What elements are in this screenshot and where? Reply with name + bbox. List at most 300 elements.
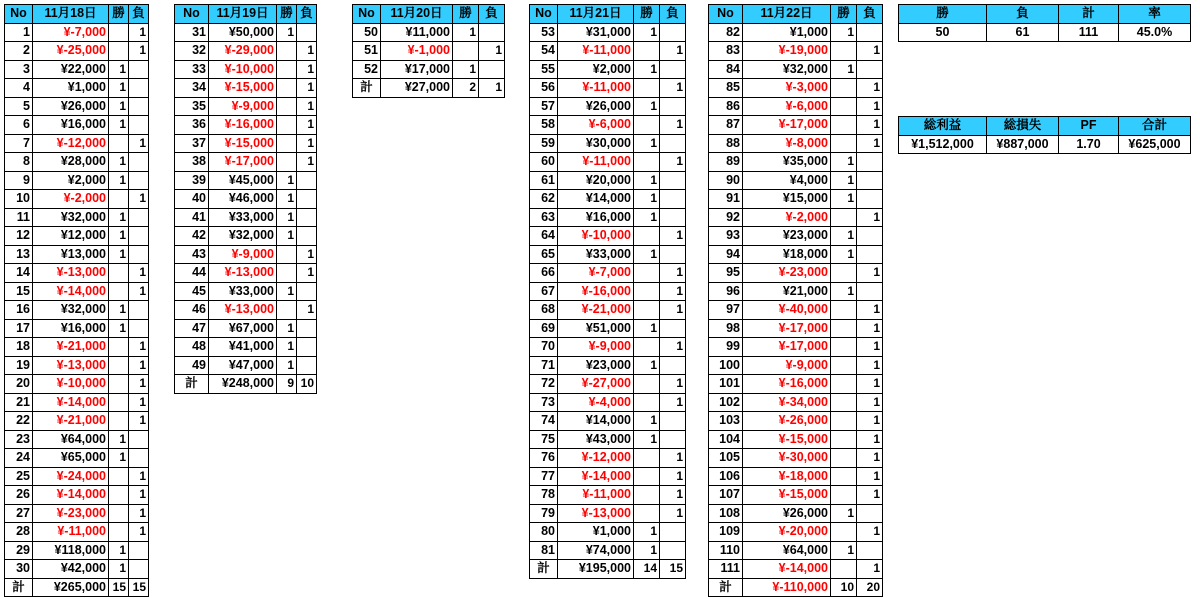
win-cell[interactable]: 1 xyxy=(277,319,297,338)
loss-cell[interactable]: 1 xyxy=(297,116,317,135)
loss-cell[interactable]: 1 xyxy=(857,356,883,375)
loss-cell[interactable] xyxy=(660,23,686,42)
amount-cell[interactable]: ¥-20,000 xyxy=(743,523,831,542)
trade-number-cell[interactable]: 37 xyxy=(175,134,209,153)
loss-cell[interactable]: 1 xyxy=(297,301,317,320)
trade-number-cell[interactable]: 75 xyxy=(530,430,558,449)
loss-cell[interactable] xyxy=(129,116,149,135)
trade-number-cell[interactable]: 71 xyxy=(530,356,558,375)
amount-cell[interactable]: ¥-9,000 xyxy=(558,338,634,357)
trade-number-cell[interactable]: 29 xyxy=(5,541,33,560)
trade-number-cell[interactable]: 99 xyxy=(709,338,743,357)
win-cell[interactable] xyxy=(634,486,660,505)
amount-cell[interactable]: ¥-14,000 xyxy=(33,393,109,412)
win-cell[interactable] xyxy=(831,449,857,468)
win-cell[interactable] xyxy=(109,523,129,542)
amount-cell[interactable]: ¥-16,000 xyxy=(558,282,634,301)
loss-cell[interactable] xyxy=(660,190,686,209)
trade-number-cell[interactable]: 106 xyxy=(709,467,743,486)
win-cell[interactable]: 1 xyxy=(634,523,660,542)
trade-number-cell[interactable]: 52 xyxy=(353,60,381,79)
loss-cell[interactable]: 1 xyxy=(297,264,317,283)
summary-value-cell[interactable]: 45.0% xyxy=(1119,23,1191,42)
amount-cell[interactable]: ¥64,000 xyxy=(743,541,831,560)
loss-cell[interactable] xyxy=(129,560,149,579)
win-cell[interactable] xyxy=(634,282,660,301)
amount-cell[interactable]: ¥16,000 xyxy=(33,319,109,338)
amount-cell[interactable]: ¥51,000 xyxy=(558,319,634,338)
trade-number-cell[interactable]: 54 xyxy=(530,42,558,61)
loss-cell[interactable]: 1 xyxy=(660,264,686,283)
win-cell[interactable] xyxy=(109,467,129,486)
amount-cell[interactable]: ¥-11,000 xyxy=(558,153,634,172)
win-cell[interactable]: 1 xyxy=(277,356,297,375)
amount-cell[interactable]: ¥-9,000 xyxy=(743,356,831,375)
amount-cell[interactable]: ¥-13,000 xyxy=(33,264,109,283)
win-cell[interactable]: 1 xyxy=(634,319,660,338)
amount-cell[interactable]: ¥-27,000 xyxy=(558,375,634,394)
win-cell[interactable] xyxy=(634,264,660,283)
trade-number-cell[interactable]: 8 xyxy=(5,153,33,172)
amount-cell[interactable]: ¥-40,000 xyxy=(743,301,831,320)
win-cell[interactable] xyxy=(634,42,660,61)
amount-cell[interactable]: ¥-14,000 xyxy=(743,560,831,579)
loss-cell[interactable] xyxy=(129,208,149,227)
amount-cell[interactable]: ¥-14,000 xyxy=(33,486,109,505)
win-cell[interactable] xyxy=(634,449,660,468)
win-cell[interactable] xyxy=(277,116,297,135)
loss-cell[interactable]: 1 xyxy=(660,116,686,135)
win-cell[interactable] xyxy=(109,282,129,301)
win-cell[interactable]: 1 xyxy=(109,449,129,468)
loss-cell[interactable]: 1 xyxy=(129,338,149,357)
trade-number-cell[interactable]: 70 xyxy=(530,338,558,357)
win-cell[interactable] xyxy=(634,227,660,246)
win-cell[interactable] xyxy=(634,393,660,412)
trade-number-cell[interactable]: 34 xyxy=(175,79,209,98)
win-cell[interactable] xyxy=(109,338,129,357)
trade-number-cell[interactable]: 33 xyxy=(175,60,209,79)
loss-cell[interactable]: 1 xyxy=(660,449,686,468)
amount-cell[interactable]: ¥-12,000 xyxy=(33,134,109,153)
win-cell[interactable] xyxy=(109,356,129,375)
loss-cell[interactable] xyxy=(660,171,686,190)
loss-cell[interactable] xyxy=(129,171,149,190)
amount-cell[interactable]: ¥1,000 xyxy=(33,79,109,98)
amount-cell[interactable]: ¥-6,000 xyxy=(558,116,634,135)
summary-value-cell[interactable]: 1.70 xyxy=(1059,135,1119,154)
win-cell[interactable] xyxy=(831,301,857,320)
win-cell[interactable] xyxy=(109,134,129,153)
trade-number-cell[interactable]: 6 xyxy=(5,116,33,135)
amount-cell[interactable]: ¥-15,000 xyxy=(743,486,831,505)
win-cell[interactable] xyxy=(277,97,297,116)
loss-cell[interactable]: 1 xyxy=(129,134,149,153)
trade-number-cell[interactable]: 102 xyxy=(709,393,743,412)
loss-cell[interactable] xyxy=(857,541,883,560)
loss-cell[interactable]: 1 xyxy=(660,375,686,394)
loss-cell[interactable]: 1 xyxy=(857,264,883,283)
loss-cell[interactable]: 1 xyxy=(129,412,149,431)
amount-cell[interactable]: ¥64,000 xyxy=(33,430,109,449)
loss-cell[interactable] xyxy=(857,60,883,79)
loss-cell[interactable]: 1 xyxy=(297,134,317,153)
loss-cell[interactable] xyxy=(857,504,883,523)
win-cell[interactable] xyxy=(277,301,297,320)
amount-cell[interactable]: ¥-12,000 xyxy=(558,449,634,468)
loss-cell[interactable]: 1 xyxy=(129,523,149,542)
trade-number-cell[interactable]: 105 xyxy=(709,449,743,468)
trade-number-cell[interactable]: 86 xyxy=(709,97,743,116)
amount-cell[interactable]: ¥32,000 xyxy=(743,60,831,79)
total-win-cell[interactable]: 14 xyxy=(634,560,660,579)
win-cell[interactable]: 1 xyxy=(109,560,129,579)
amount-cell[interactable]: ¥-11,000 xyxy=(558,486,634,505)
trade-number-cell[interactable]: 24 xyxy=(5,449,33,468)
amount-cell[interactable]: ¥-18,000 xyxy=(743,467,831,486)
loss-cell[interactable]: 1 xyxy=(857,375,883,394)
amount-cell[interactable]: ¥11,000 xyxy=(381,23,453,42)
win-cell[interactable] xyxy=(831,375,857,394)
loss-cell[interactable]: 1 xyxy=(660,282,686,301)
total-win-cell[interactable]: 10 xyxy=(831,578,857,597)
loss-cell[interactable]: 1 xyxy=(857,449,883,468)
win-cell[interactable]: 1 xyxy=(453,60,479,79)
win-cell[interactable]: 1 xyxy=(109,541,129,560)
loss-cell[interactable]: 1 xyxy=(479,42,505,61)
loss-cell[interactable] xyxy=(660,430,686,449)
win-cell[interactable] xyxy=(831,523,857,542)
amount-cell[interactable]: ¥65,000 xyxy=(33,449,109,468)
amount-cell[interactable]: ¥16,000 xyxy=(33,116,109,135)
loss-cell[interactable]: 1 xyxy=(660,467,686,486)
total-amount-cell[interactable]: ¥195,000 xyxy=(558,560,634,579)
win-cell[interactable] xyxy=(109,486,129,505)
trade-number-cell[interactable]: 100 xyxy=(709,356,743,375)
loss-cell[interactable]: 1 xyxy=(129,264,149,283)
trade-number-cell[interactable]: 60 xyxy=(530,153,558,172)
trade-number-cell[interactable]: 15 xyxy=(5,282,33,301)
trade-number-cell[interactable]: 53 xyxy=(530,23,558,42)
amount-cell[interactable]: ¥-26,000 xyxy=(743,412,831,431)
win-cell[interactable] xyxy=(831,393,857,412)
win-cell[interactable]: 1 xyxy=(109,171,129,190)
amount-cell[interactable]: ¥22,000 xyxy=(33,60,109,79)
trade-number-cell[interactable]: 21 xyxy=(5,393,33,412)
win-cell[interactable]: 1 xyxy=(634,171,660,190)
amount-cell[interactable]: ¥-17,000 xyxy=(209,153,277,172)
amount-cell[interactable]: ¥14,000 xyxy=(558,190,634,209)
total-loss-cell[interactable]: 15 xyxy=(660,560,686,579)
loss-cell[interactable]: 1 xyxy=(660,301,686,320)
loss-cell[interactable] xyxy=(129,227,149,246)
loss-cell[interactable]: 1 xyxy=(660,79,686,98)
amount-cell[interactable]: ¥-10,000 xyxy=(558,227,634,246)
loss-cell[interactable] xyxy=(297,190,317,209)
win-cell[interactable] xyxy=(831,42,857,61)
amount-cell[interactable]: ¥32,000 xyxy=(209,227,277,246)
trade-number-cell[interactable]: 91 xyxy=(709,190,743,209)
amount-cell[interactable]: ¥-2,000 xyxy=(33,190,109,209)
loss-cell[interactable] xyxy=(297,227,317,246)
amount-cell[interactable]: ¥-14,000 xyxy=(558,467,634,486)
total-label-cell[interactable]: 計 xyxy=(5,578,33,597)
trade-number-cell[interactable]: 88 xyxy=(709,134,743,153)
amount-cell[interactable]: ¥-7,000 xyxy=(33,23,109,42)
trade-number-cell[interactable]: 80 xyxy=(530,523,558,542)
win-cell[interactable]: 1 xyxy=(277,338,297,357)
win-cell[interactable]: 1 xyxy=(109,208,129,227)
win-cell[interactable]: 1 xyxy=(109,97,129,116)
trade-number-cell[interactable]: 25 xyxy=(5,467,33,486)
trade-number-cell[interactable]: 41 xyxy=(175,208,209,227)
loss-cell[interactable]: 1 xyxy=(857,301,883,320)
amount-cell[interactable]: ¥-1,000 xyxy=(381,42,453,61)
loss-cell[interactable]: 1 xyxy=(857,560,883,579)
trade-number-cell[interactable]: 13 xyxy=(5,245,33,264)
amount-cell[interactable]: ¥18,000 xyxy=(743,245,831,264)
trade-number-cell[interactable]: 110 xyxy=(709,541,743,560)
trade-number-cell[interactable]: 78 xyxy=(530,486,558,505)
amount-cell[interactable]: ¥-3,000 xyxy=(743,79,831,98)
loss-cell[interactable] xyxy=(660,208,686,227)
win-cell[interactable] xyxy=(831,338,857,357)
trade-number-cell[interactable]: 35 xyxy=(175,97,209,116)
loss-cell[interactable]: 1 xyxy=(660,227,686,246)
amount-cell[interactable]: ¥-13,000 xyxy=(209,301,277,320)
loss-cell[interactable] xyxy=(479,60,505,79)
win-cell[interactable]: 1 xyxy=(634,97,660,116)
trade-number-cell[interactable]: 22 xyxy=(5,412,33,431)
loss-cell[interactable]: 1 xyxy=(297,97,317,116)
loss-cell[interactable]: 1 xyxy=(660,393,686,412)
loss-cell[interactable] xyxy=(129,301,149,320)
trade-number-cell[interactable]: 107 xyxy=(709,486,743,505)
win-cell[interactable]: 1 xyxy=(831,245,857,264)
trade-number-cell[interactable]: 108 xyxy=(709,504,743,523)
trade-number-cell[interactable]: 61 xyxy=(530,171,558,190)
loss-cell[interactable] xyxy=(857,227,883,246)
win-cell[interactable] xyxy=(634,301,660,320)
loss-cell[interactable] xyxy=(660,523,686,542)
amount-cell[interactable]: ¥14,000 xyxy=(558,412,634,431)
total-loss-cell[interactable]: 10 xyxy=(297,375,317,394)
amount-cell[interactable]: ¥-13,000 xyxy=(209,264,277,283)
loss-cell[interactable]: 1 xyxy=(857,42,883,61)
trade-number-cell[interactable]: 18 xyxy=(5,338,33,357)
total-loss-cell[interactable]: 1 xyxy=(479,79,505,98)
loss-cell[interactable]: 1 xyxy=(129,23,149,42)
trade-number-cell[interactable]: 43 xyxy=(175,245,209,264)
trade-number-cell[interactable]: 67 xyxy=(530,282,558,301)
win-cell[interactable] xyxy=(453,42,479,61)
loss-cell[interactable]: 1 xyxy=(129,393,149,412)
amount-cell[interactable]: ¥-17,000 xyxy=(743,116,831,135)
trade-number-cell[interactable]: 44 xyxy=(175,264,209,283)
win-cell[interactable] xyxy=(109,190,129,209)
loss-cell[interactable] xyxy=(660,245,686,264)
win-cell[interactable] xyxy=(831,430,857,449)
win-cell[interactable] xyxy=(831,467,857,486)
trade-number-cell[interactable]: 72 xyxy=(530,375,558,394)
win-cell[interactable]: 1 xyxy=(277,190,297,209)
win-cell[interactable] xyxy=(109,23,129,42)
win-cell[interactable]: 1 xyxy=(109,153,129,172)
amount-cell[interactable]: ¥-13,000 xyxy=(558,504,634,523)
trade-number-cell[interactable]: 16 xyxy=(5,301,33,320)
amount-cell[interactable]: ¥-10,000 xyxy=(33,375,109,394)
amount-cell[interactable]: ¥33,000 xyxy=(558,245,634,264)
amount-cell[interactable]: ¥2,000 xyxy=(558,60,634,79)
win-cell[interactable]: 1 xyxy=(453,23,479,42)
loss-cell[interactable]: 1 xyxy=(129,504,149,523)
amount-cell[interactable]: ¥-30,000 xyxy=(743,449,831,468)
trade-number-cell[interactable]: 62 xyxy=(530,190,558,209)
trade-number-cell[interactable]: 4 xyxy=(5,79,33,98)
trade-number-cell[interactable]: 14 xyxy=(5,264,33,283)
win-cell[interactable] xyxy=(831,116,857,135)
trade-number-cell[interactable]: 40 xyxy=(175,190,209,209)
amount-cell[interactable]: ¥-34,000 xyxy=(743,393,831,412)
win-cell[interactable]: 1 xyxy=(831,171,857,190)
loss-cell[interactable]: 1 xyxy=(857,338,883,357)
win-cell[interactable]: 1 xyxy=(109,60,129,79)
win-cell[interactable]: 1 xyxy=(277,282,297,301)
amount-cell[interactable]: ¥-6,000 xyxy=(743,97,831,116)
loss-cell[interactable] xyxy=(129,245,149,264)
trade-number-cell[interactable]: 89 xyxy=(709,153,743,172)
loss-cell[interactable] xyxy=(857,190,883,209)
amount-cell[interactable]: ¥46,000 xyxy=(209,190,277,209)
trade-number-cell[interactable]: 11 xyxy=(5,208,33,227)
amount-cell[interactable]: ¥15,000 xyxy=(743,190,831,209)
summary-value-cell[interactable]: ¥887,000 xyxy=(987,135,1059,154)
trade-number-cell[interactable]: 111 xyxy=(709,560,743,579)
amount-cell[interactable]: ¥-8,000 xyxy=(743,134,831,153)
trade-number-cell[interactable]: 49 xyxy=(175,356,209,375)
win-cell[interactable]: 1 xyxy=(634,245,660,264)
win-cell[interactable] xyxy=(277,264,297,283)
win-cell[interactable]: 1 xyxy=(831,23,857,42)
win-cell[interactable] xyxy=(277,134,297,153)
trade-number-cell[interactable]: 95 xyxy=(709,264,743,283)
trade-number-cell[interactable]: 81 xyxy=(530,541,558,560)
amount-cell[interactable]: ¥30,000 xyxy=(558,134,634,153)
win-cell[interactable] xyxy=(831,560,857,579)
loss-cell[interactable]: 1 xyxy=(129,42,149,61)
loss-cell[interactable]: 1 xyxy=(129,375,149,394)
win-cell[interactable]: 1 xyxy=(634,23,660,42)
win-cell[interactable]: 1 xyxy=(831,60,857,79)
amount-cell[interactable]: ¥-21,000 xyxy=(558,301,634,320)
amount-cell[interactable]: ¥74,000 xyxy=(558,541,634,560)
win-cell[interactable] xyxy=(831,208,857,227)
amount-cell[interactable]: ¥-25,000 xyxy=(33,42,109,61)
amount-cell[interactable]: ¥45,000 xyxy=(209,171,277,190)
loss-cell[interactable] xyxy=(297,356,317,375)
trade-number-cell[interactable]: 32 xyxy=(175,42,209,61)
win-cell[interactable] xyxy=(109,42,129,61)
amount-cell[interactable]: ¥-21,000 xyxy=(33,412,109,431)
win-cell[interactable] xyxy=(109,412,129,431)
trade-number-cell[interactable]: 59 xyxy=(530,134,558,153)
total-label-cell[interactable]: 計 xyxy=(709,578,743,597)
amount-cell[interactable]: ¥32,000 xyxy=(33,208,109,227)
loss-cell[interactable]: 1 xyxy=(297,42,317,61)
amount-cell[interactable]: ¥-4,000 xyxy=(558,393,634,412)
loss-cell[interactable] xyxy=(660,134,686,153)
trade-number-cell[interactable]: 90 xyxy=(709,171,743,190)
win-cell[interactable] xyxy=(831,319,857,338)
win-cell[interactable] xyxy=(277,60,297,79)
trade-number-cell[interactable]: 31 xyxy=(175,23,209,42)
win-cell[interactable]: 1 xyxy=(634,60,660,79)
loss-cell[interactable]: 1 xyxy=(857,97,883,116)
loss-cell[interactable]: 1 xyxy=(857,79,883,98)
loss-cell[interactable]: 1 xyxy=(660,42,686,61)
trade-number-cell[interactable]: 87 xyxy=(709,116,743,135)
trade-number-cell[interactable]: 93 xyxy=(709,227,743,246)
amount-cell[interactable]: ¥1,000 xyxy=(743,23,831,42)
loss-cell[interactable] xyxy=(857,171,883,190)
win-cell[interactable]: 1 xyxy=(109,301,129,320)
amount-cell[interactable]: ¥-23,000 xyxy=(743,264,831,283)
amount-cell[interactable]: ¥16,000 xyxy=(558,208,634,227)
trade-number-cell[interactable]: 7 xyxy=(5,134,33,153)
amount-cell[interactable]: ¥-11,000 xyxy=(558,79,634,98)
amount-cell[interactable]: ¥-9,000 xyxy=(209,97,277,116)
loss-cell[interactable] xyxy=(297,171,317,190)
amount-cell[interactable]: ¥-17,000 xyxy=(743,319,831,338)
win-cell[interactable] xyxy=(109,375,129,394)
win-cell[interactable]: 1 xyxy=(831,153,857,172)
trade-number-cell[interactable]: 55 xyxy=(530,60,558,79)
trade-number-cell[interactable]: 56 xyxy=(530,79,558,98)
loss-cell[interactable]: 1 xyxy=(297,79,317,98)
trade-number-cell[interactable]: 27 xyxy=(5,504,33,523)
amount-cell[interactable]: ¥20,000 xyxy=(558,171,634,190)
amount-cell[interactable]: ¥2,000 xyxy=(33,171,109,190)
loss-cell[interactable] xyxy=(660,319,686,338)
win-cell[interactable] xyxy=(634,504,660,523)
loss-cell[interactable] xyxy=(297,338,317,357)
win-cell[interactable]: 1 xyxy=(634,430,660,449)
trade-number-cell[interactable]: 103 xyxy=(709,412,743,431)
loss-cell[interactable]: 1 xyxy=(857,134,883,153)
win-cell[interactable] xyxy=(277,79,297,98)
trade-number-cell[interactable]: 58 xyxy=(530,116,558,135)
win-cell[interactable] xyxy=(109,504,129,523)
win-cell[interactable]: 1 xyxy=(277,227,297,246)
trade-number-cell[interactable]: 98 xyxy=(709,319,743,338)
loss-cell[interactable] xyxy=(129,449,149,468)
trade-number-cell[interactable]: 12 xyxy=(5,227,33,246)
total-label-cell[interactable]: 計 xyxy=(530,560,558,579)
win-cell[interactable]: 1 xyxy=(634,541,660,560)
total-amount-cell[interactable]: ¥265,000 xyxy=(33,578,109,597)
trade-number-cell[interactable]: 94 xyxy=(709,245,743,264)
amount-cell[interactable]: ¥13,000 xyxy=(33,245,109,264)
total-amount-cell[interactable]: ¥27,000 xyxy=(381,79,453,98)
loss-cell[interactable] xyxy=(660,541,686,560)
win-cell[interactable] xyxy=(634,375,660,394)
trade-number-cell[interactable]: 65 xyxy=(530,245,558,264)
amount-cell[interactable]: ¥41,000 xyxy=(209,338,277,357)
trade-number-cell[interactable]: 30 xyxy=(5,560,33,579)
total-win-cell[interactable]: 2 xyxy=(453,79,479,98)
loss-cell[interactable] xyxy=(857,245,883,264)
trade-number-cell[interactable]: 57 xyxy=(530,97,558,116)
